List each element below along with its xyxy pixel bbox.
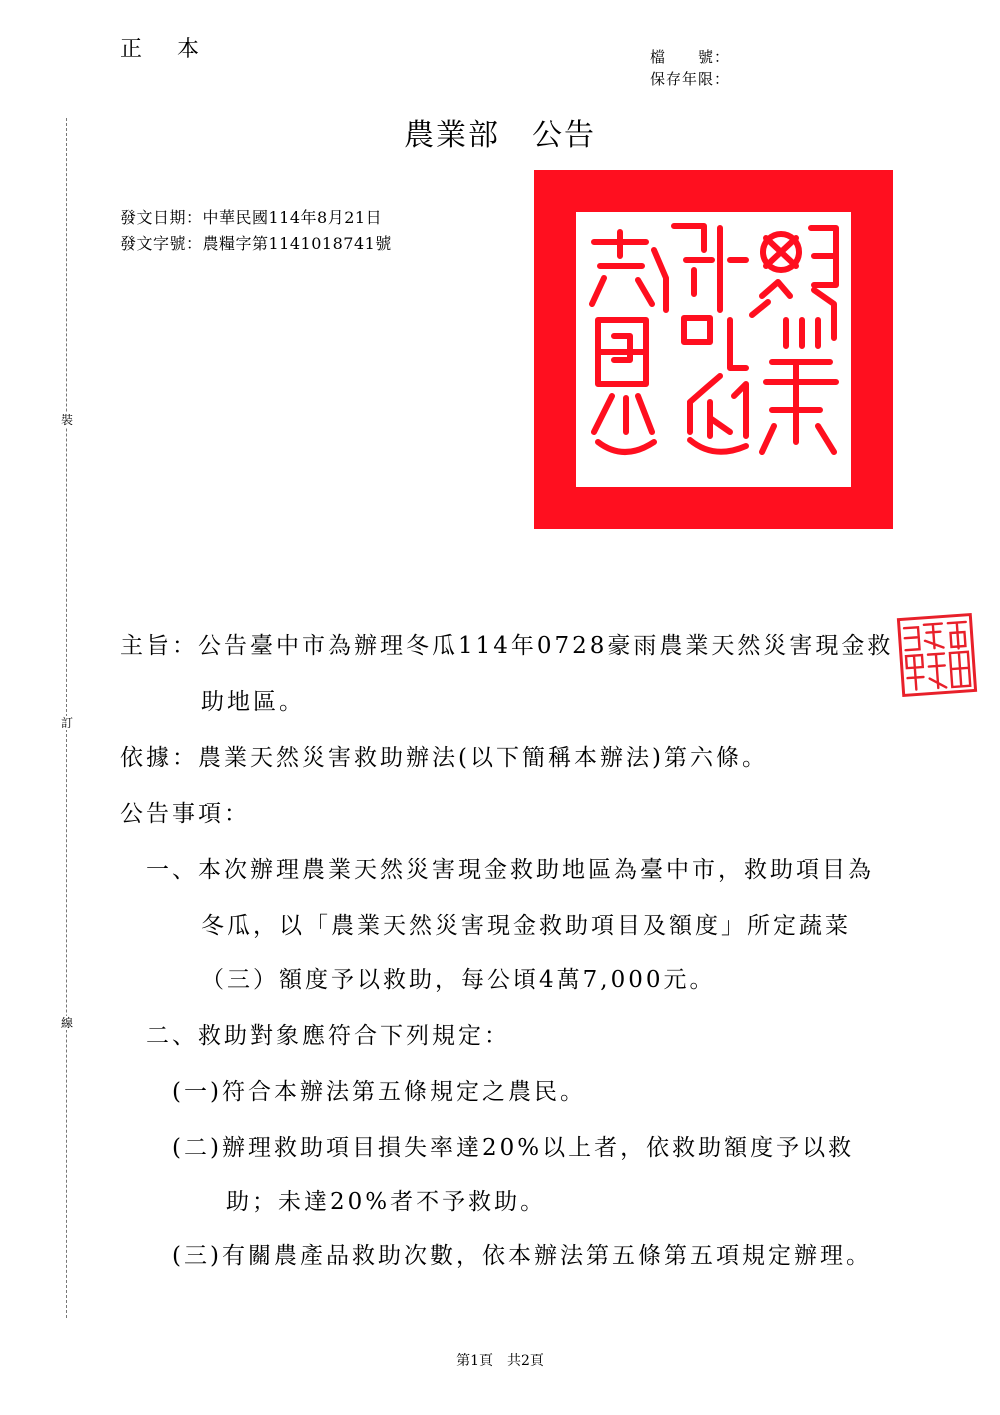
basis-line: 依據：農業天然災害救助辦法(以下簡稱本辦法)第六條。: [120, 745, 768, 771]
seal-script-icon: [534, 170, 893, 529]
item-2-sub-3: (三)有關農產品救助次數，依本辦法第五條第五項規定辦理。: [172, 1243, 872, 1269]
item-1-line-2: 冬瓜，以「農業天然災害現金救助項目及額度」所定蔬菜: [201, 913, 851, 939]
item-1-line-3: （三）額度予以救助，每公頃4萬7,000元。: [201, 967, 716, 993]
binding-char-xian: 線: [60, 1016, 73, 1030]
item-2-sub-1: (一)符合本辦法第五條規定之農民。: [172, 1079, 586, 1105]
official-seal: [534, 170, 893, 529]
item-2-sub-2-line-1: (二)辦理救助項目損失率達20%以上者，依救助額度予以救: [172, 1135, 855, 1161]
items-heading: 公告事項：: [120, 801, 250, 827]
item-2-heading: 二、救助對象應符合下列規定：: [146, 1023, 510, 1049]
document-number: 發文字號：農糧字第1141018741號: [120, 234, 392, 253]
subject-line-1: 主旨：公告臺中市為辦理冬瓜114年0728豪雨農業天然災害現金救: [120, 633, 894, 659]
subject-line-2: 助地區。: [201, 689, 305, 715]
page-number: 第1頁 共2頁: [456, 1353, 544, 1369]
retention-period-label: 保存年限：: [650, 70, 731, 88]
copy-mark: 正 本: [120, 37, 213, 62]
stamp-script-icon: [895, 611, 979, 698]
approval-stamp: [895, 611, 979, 698]
file-number-label: 檔 號：: [650, 48, 731, 66]
binding-char-zhuang: 裝: [60, 413, 73, 427]
issue-date: 發文日期：中華民國114年8月21日: [120, 208, 383, 227]
item-1-line-1: 一、本次辦理農業天然災害現金救助地區為臺中市，救助項目為: [146, 857, 874, 883]
page-title: 農業部 公告: [404, 118, 596, 153]
binding-char-ding: 訂: [60, 716, 73, 730]
item-2-sub-2-line-2: 助；未達20%者不予救助。: [226, 1189, 547, 1215]
